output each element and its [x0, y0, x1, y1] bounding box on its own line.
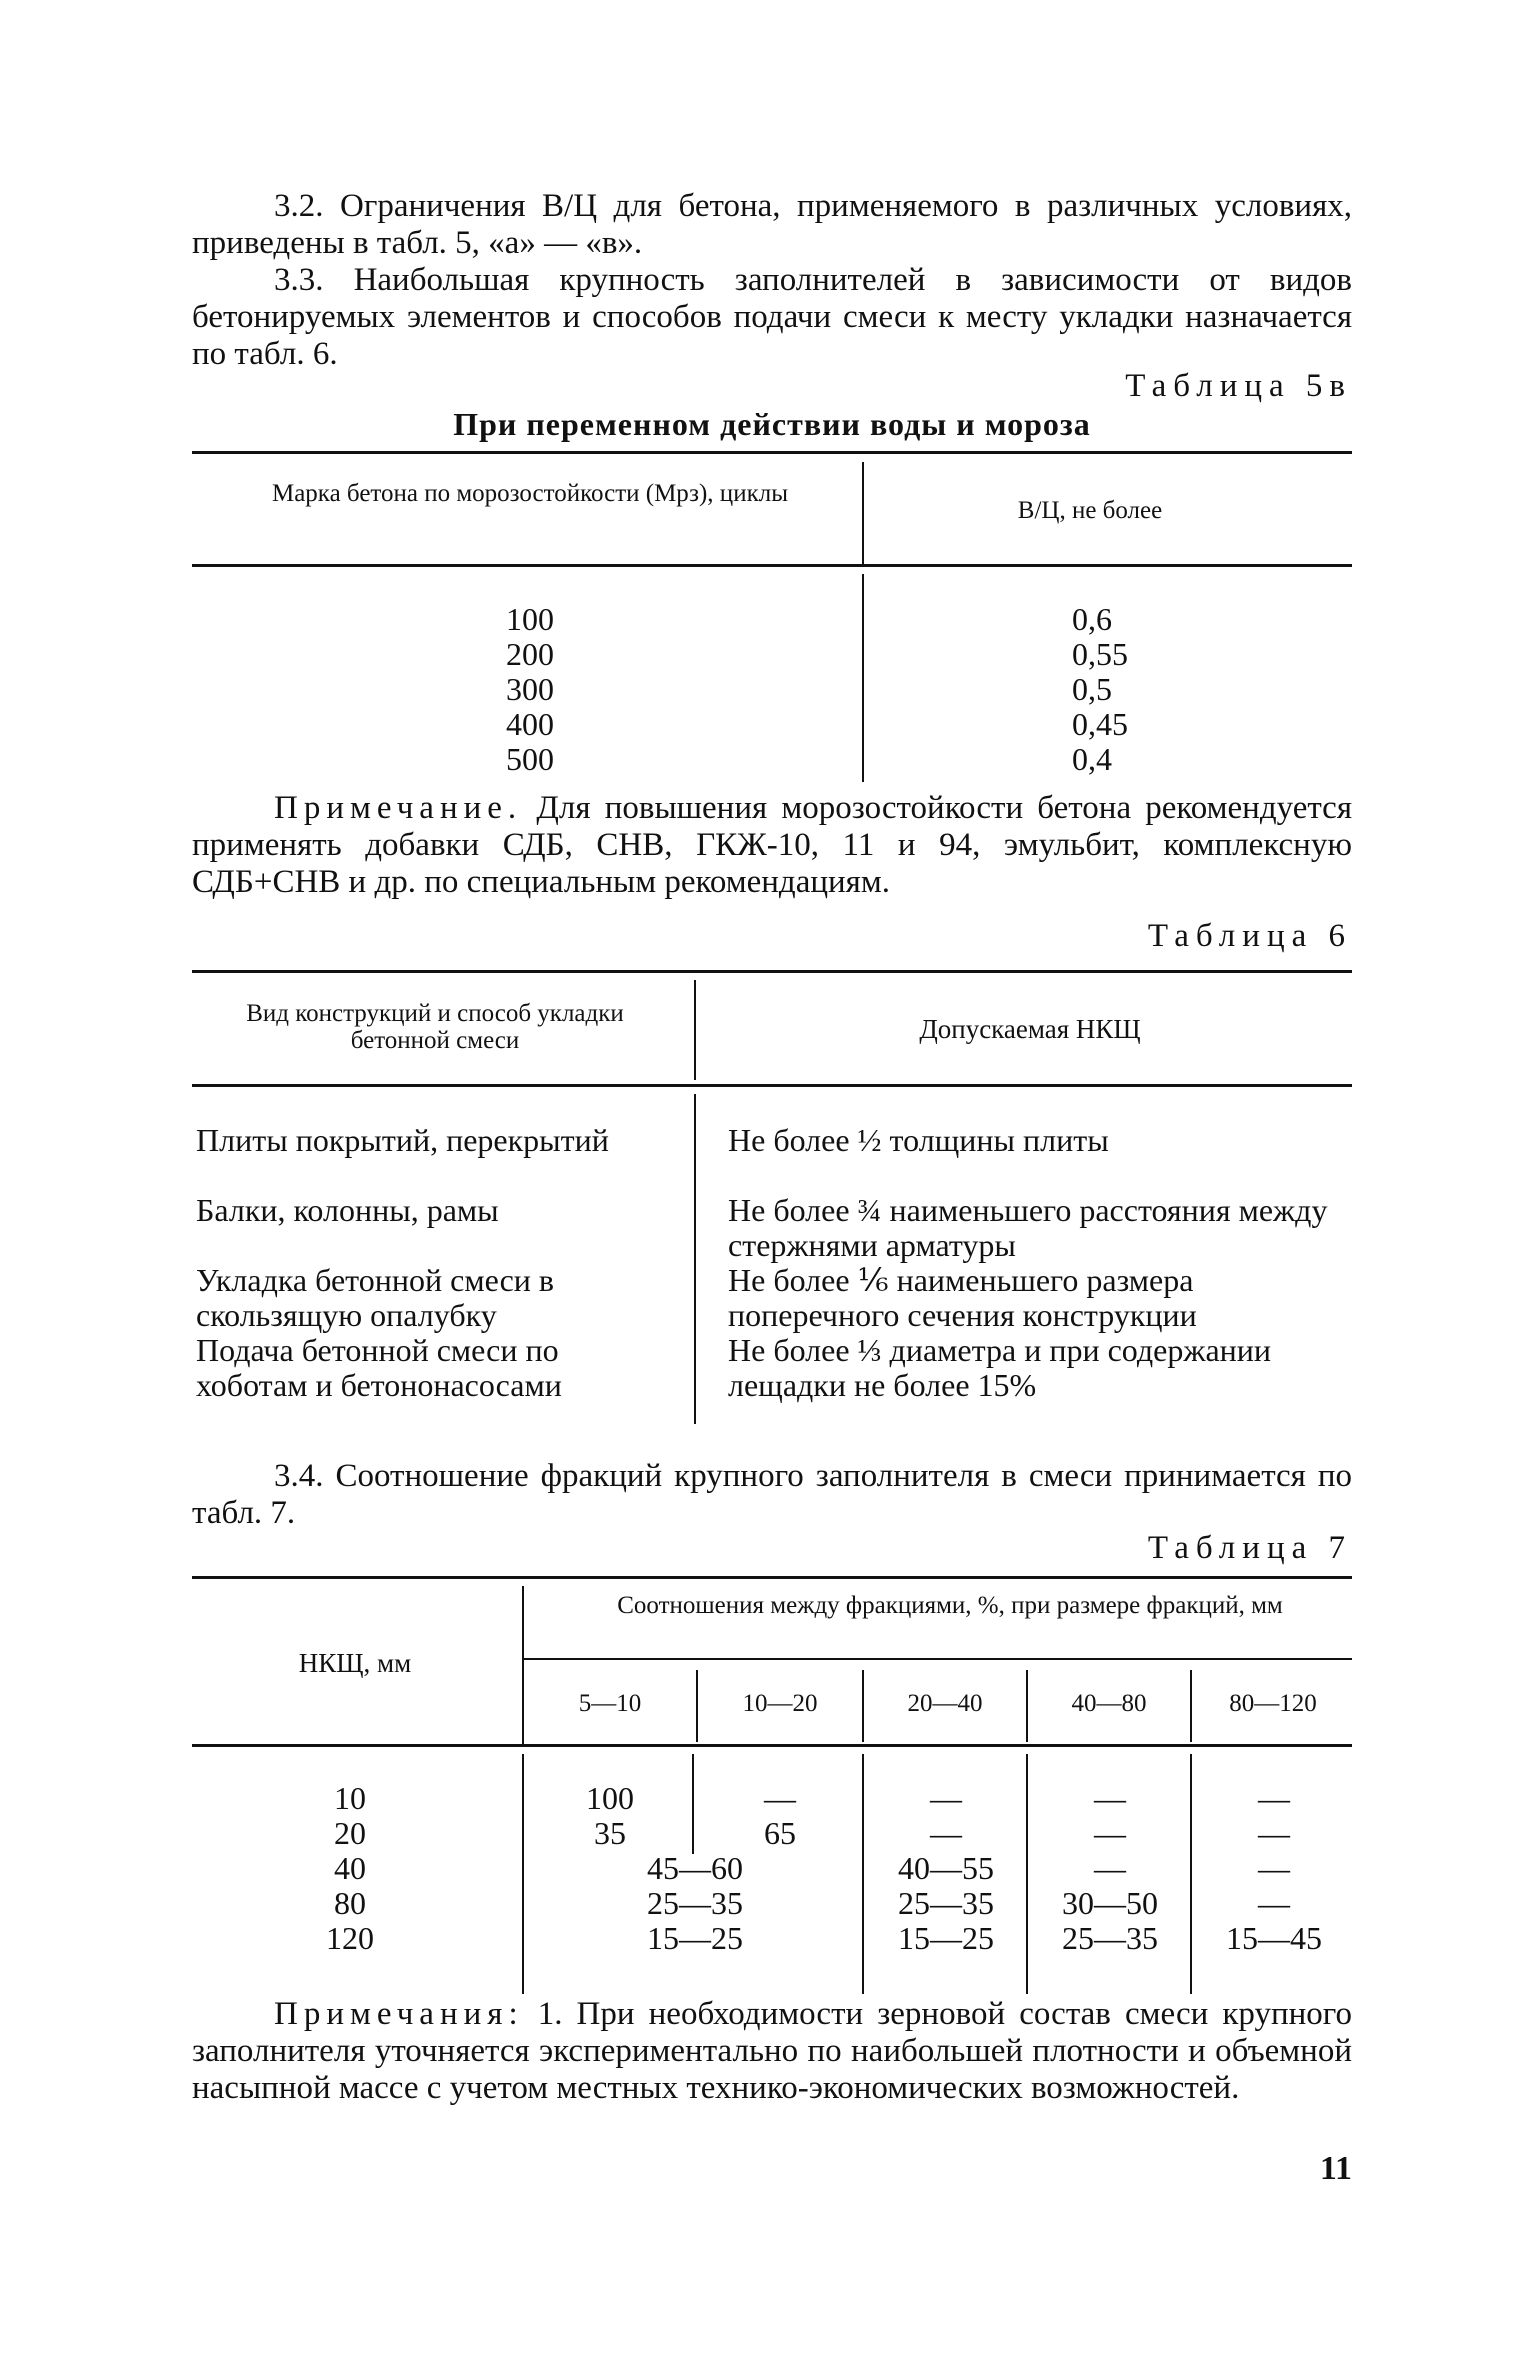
section-3-3: 3.3. Наибольшая крупность заполнителей в зависимости от видов бетонируемых элементов и способов подачи смеси к месту укладки назначается по табл. 6.: [192, 262, 1352, 372]
table-7-cell: —: [1258, 1815, 1290, 1851]
table-7-cell: 40—55: [898, 1850, 994, 1886]
section-3-4: 3.4. Соотношение фракций крупного заполнителя в смеси принимается по табл. 7.: [192, 1458, 1352, 1531]
table-7-header-rule: [192, 1744, 1352, 1747]
note-label: Примечание.: [274, 790, 523, 826]
table-7-cell: —: [930, 1815, 962, 1851]
note-text: Для повышения морозостойкости бетона рекомендуется применять добавки СДБ, СНВ, ГКЖ-10, 11 и 94, эмульбит, комплексную СДБ+СНВ и др. по специальным рекомендациям.: [192, 790, 1352, 900]
table-7-fraction-header: 80—120: [1229, 1690, 1317, 1717]
table-7-cell: —: [1258, 1780, 1290, 1816]
table-7-cell: 15—45: [1226, 1920, 1322, 1956]
table-6-row-2-limit: Не более ¾ наименьшего расстояния между стержнями арматуры: [728, 1192, 1328, 1263]
table-row: 10: [334, 1780, 366, 1816]
table-6-row-3-limit: Не более ⅙ наименьшего размера поперечного сечения конструкции: [728, 1262, 1197, 1333]
table-6-header-rule: [192, 1084, 1352, 1087]
table-row: 120: [326, 1920, 374, 1956]
table-7-cell: —: [1094, 1780, 1126, 1816]
table-7-body-divider: [692, 1754, 694, 1854]
table-6-body-divider: [694, 1094, 696, 1424]
table-7-subheader-rule: [522, 1658, 1352, 1660]
table-7-body-divider: [522, 1754, 524, 1994]
table-7-merged-cell: 25—35: [647, 1885, 743, 1921]
table-6-header-divider: [694, 980, 696, 1080]
table-6-row-3-type: Укладка бетонной смеси в скользящую опалубку: [196, 1262, 554, 1333]
table-7-notes: [192, 1996, 1352, 2107]
table-7-cell: —: [1094, 1815, 1126, 1851]
table-7-nkshch-header: НКЩ, мм: [298, 1648, 412, 1678]
table-6-row-1-type: Плиты покрытий, перекрытий: [196, 1122, 609, 1158]
table-7-cell: 65: [764, 1815, 796, 1851]
table-7-cell: 100: [586, 1780, 634, 1816]
table-row: 80: [334, 1885, 366, 1921]
table-7-merged-cell: 15—25: [647, 1920, 743, 1956]
table-5v-col2-header: В/Ц, не более: [1017, 497, 1163, 524]
table-row: 300: [506, 671, 554, 707]
table-7-top-rule: [192, 1576, 1352, 1579]
table-row: 20: [334, 1815, 366, 1851]
table-6-row-1-limit: Не более ½ толщины плиты: [728, 1122, 1109, 1158]
table-5v-grade-column: [450, 602, 610, 777]
table-7-group-header: Соотношения между фракциями, %, при размере фракций, мм: [617, 1592, 1283, 1619]
table-5v-title: При переменном действии воды и мороза: [453, 406, 1091, 442]
table-7-cell: —: [1258, 1885, 1290, 1921]
table-7-cell: 15—25: [898, 1920, 994, 1956]
table-5v-header-divider: [862, 462, 864, 564]
table-5v-wc-column: [1072, 602, 1232, 777]
table-7-cell: 35: [594, 1815, 626, 1851]
table-7-body-divider: [1190, 1754, 1192, 1994]
table-7-header-divider-main: [522, 1586, 524, 1746]
table-6-col1-header: Вид конструкций и способ укладки бетонной смеси: [246, 1000, 624, 1054]
table-7-merged-cell: 45—60: [647, 1850, 743, 1886]
table-7-body-divider: [862, 1754, 864, 1994]
table-row: 400: [506, 706, 554, 742]
table-6-row-2-type: Балки, колонны, рамы: [196, 1192, 499, 1228]
table-7-cell: —: [1094, 1850, 1126, 1886]
table-7-cell: —: [930, 1780, 962, 1816]
table-row: 0,6: [1072, 601, 1112, 637]
notes-text: 1. При необходимости зерновой состав смеси крупного заполнителя уточняется экспериментально по наибольшей плотности и объемной насыпной массе с учетом местных технико-экономических возможностей.: [192, 1996, 1352, 2106]
table-7-nkshch-column: [280, 1781, 420, 1956]
page-number: 11: [1319, 2150, 1352, 2187]
table-7-cell: —: [764, 1780, 796, 1816]
notes-label: Примечания:: [274, 1996, 524, 2032]
table-row: 200: [506, 636, 554, 672]
table-7-fraction-header: 5—10: [578, 1690, 642, 1717]
table-7-fraction-header: 20—40: [907, 1690, 983, 1717]
section-3-2: 3.2. Ограничения В/Ц для бетона, применяемого в различных условиях, приведены в табл. 5, «а» — «в».: [192, 188, 1352, 261]
table-7-caption: Таблица 7: [1147, 1530, 1352, 1566]
table-5v-top-rule: [192, 451, 1352, 454]
table-row: 40: [334, 1850, 366, 1886]
table-7-cell: 25—35: [898, 1885, 994, 1921]
table-5v-header-rule: [192, 564, 1352, 567]
table-row: 0,45: [1072, 706, 1128, 742]
table-7-cell: —: [1258, 1850, 1290, 1886]
table-5v-note: [192, 790, 1352, 901]
table-row: 100: [506, 601, 554, 637]
table-6-caption: Таблица 6: [1147, 918, 1352, 954]
table-row: 0,4: [1072, 741, 1112, 777]
table-5v-col1-header: Марка бетона по морозостойкости (Мрз), циклы: [271, 480, 788, 507]
table-6-col2-header: Допускаемая НКЩ: [919, 1014, 1141, 1044]
table-row: 500: [506, 741, 554, 777]
table-7-cell: 25—35: [1062, 1920, 1158, 1956]
table-7-fraction-header: 10—20: [742, 1690, 818, 1717]
table-row: 0,5: [1072, 671, 1112, 707]
table-row: 0,55: [1072, 636, 1128, 672]
table-7-fraction-header: 40—80: [1071, 1690, 1147, 1717]
table-7-body-divider: [1026, 1754, 1028, 1994]
table-5v-body-divider: [862, 574, 864, 782]
table-7-cell: 30—50: [1062, 1885, 1158, 1921]
table-5v-caption: Таблица 5в: [1125, 368, 1352, 404]
table-6-row-4-limit: Не более ⅓ диаметра и при содержании лещадки не более 15%: [728, 1332, 1272, 1403]
table-6-row-4-type: Подача бетонной смеси по хоботам и бетононасосами: [196, 1332, 562, 1403]
table-6-top-rule: [192, 970, 1352, 973]
